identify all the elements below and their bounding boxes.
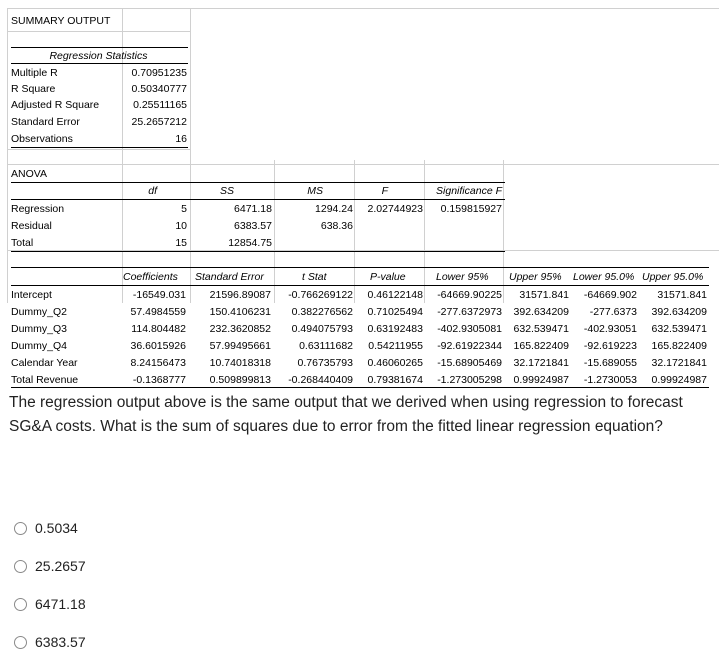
stat-value: 0.50340777 [131, 83, 187, 95]
radio-button[interactable] [14, 560, 27, 573]
coef-cell: 0.63192483 [367, 323, 423, 335]
radio-button[interactable] [14, 522, 27, 535]
coef-row-label: Total Revenue [11, 374, 79, 386]
coef-cell: -92.61922344 [437, 340, 502, 352]
option-label: 0.5034 [35, 520, 78, 536]
coef-cell: 632.539471 [651, 323, 707, 335]
anova-ss: 6383.57 [234, 220, 272, 232]
anova-header-ms: MS [307, 185, 323, 197]
coef-header: Lower 95.0% [573, 271, 635, 283]
coef-cell: -64669.90225 [437, 289, 502, 301]
coef-cell: 10.74018318 [209, 357, 271, 369]
coef-cell: 57.99495661 [209, 340, 271, 352]
anova-significance: 0.159815927 [440, 203, 502, 215]
stat-label: Standard Error [11, 116, 80, 128]
anova-header-ss: SS [219, 185, 234, 197]
coef-header: Upper 95% [509, 271, 562, 283]
option-label: 6471.18 [35, 596, 86, 612]
coef-cell: -402.93051 [583, 323, 637, 335]
coef-row-label: Dummy_Q3 [11, 323, 68, 335]
coef-cell: -0.1368777 [132, 374, 186, 386]
coef-cell: 21596.89087 [209, 289, 271, 301]
coef-row-label: Dummy_Q2 [11, 306, 68, 318]
anova-row-label: Total [11, 237, 34, 249]
coef-header: Coefficients [123, 271, 178, 283]
coef-cell: 0.63111682 [299, 340, 353, 352]
anova-ms: 1294.24 [315, 203, 353, 215]
coef-cell: -277.6373 [589, 306, 637, 318]
coef-cell: 632.539471 [513, 323, 569, 335]
coef-cell: -277.6372973 [437, 306, 502, 318]
coef-cell: 0.71025494 [367, 306, 423, 318]
summary-title: SUMMARY OUTPUT [11, 15, 111, 27]
stat-value: 0.70951235 [131, 67, 187, 79]
coef-cell: 150.4106231 [209, 306, 271, 318]
anova-header-significance: Significance F [436, 185, 502, 197]
regression-statistics-header: Regression Statistics [49, 50, 148, 62]
anova-header-f: F [381, 185, 388, 197]
stat-label: Observations [11, 133, 73, 145]
coef-header: Standard Error [195, 271, 264, 283]
coef-cell: 0.99924987 [513, 374, 569, 386]
option-1[interactable] [14, 556, 86, 576]
stat-label: Adjusted R Square [11, 99, 100, 111]
coef-header: Lower 95% [436, 271, 489, 283]
coef-cell: -92.619223 [583, 340, 637, 352]
coef-cell: 8.24156473 [130, 357, 186, 369]
stat-value: 25.2657212 [131, 116, 187, 128]
coef-cell: 31571.841 [657, 289, 707, 301]
coef-cell: 31571.841 [519, 289, 569, 301]
coef-cell: -16549.031 [132, 289, 186, 301]
coef-cell: 32.1721841 [513, 357, 569, 369]
coef-cell: 57.4984559 [130, 306, 186, 318]
coef-cell: 0.76735793 [297, 357, 353, 369]
coef-cell: 0.382276562 [291, 306, 353, 318]
radio-button[interactable] [14, 636, 27, 649]
option-3[interactable] [14, 632, 86, 652]
coef-header: t Stat [302, 271, 327, 283]
coef-cell: 0.46122148 [367, 289, 423, 301]
coef-cell: 36.6015926 [130, 340, 186, 352]
coef-cell: -0.766269122 [288, 289, 353, 301]
coef-cell: 392.634209 [513, 306, 569, 318]
option-2[interactable] [14, 594, 86, 614]
coef-cell: 114.804482 [131, 323, 186, 335]
coef-cell: -1.2730053 [583, 374, 637, 386]
coef-cell: -1.273005298 [437, 374, 502, 386]
coef-row-label: Calendar Year [11, 357, 78, 369]
coef-cell: 0.509899813 [209, 374, 271, 386]
coef-cell: 165.822409 [513, 340, 569, 352]
coef-cell: 0.54211955 [368, 340, 423, 352]
stat-label: Multiple R [11, 67, 58, 79]
anova-ms: 638.36 [320, 220, 353, 232]
anova-header-df: df [148, 185, 157, 197]
stat-label: R Square [11, 83, 56, 95]
coef-cell: 0.79381674 [367, 374, 423, 386]
anova-title: ANOVA [11, 168, 47, 180]
coef-cell: -15.68905469 [437, 357, 502, 369]
coef-cell: 0.46060265 [367, 357, 423, 369]
option-label: 25.2657 [35, 558, 86, 574]
anova-f: 2.02744923 [367, 203, 423, 215]
anova-row-label: Residual [11, 220, 52, 232]
option-0[interactable] [14, 518, 78, 538]
coef-cell: -402.9305081 [437, 323, 502, 335]
anova-ss: 6471.18 [234, 203, 272, 215]
coef-row-label: Dummy_Q4 [11, 340, 68, 352]
coef-header: Upper 95.0% [642, 271, 704, 283]
anova-row-label: Regression [11, 203, 65, 215]
coef-row-label: Intercept [11, 289, 52, 301]
anova-df: 5 [181, 203, 187, 215]
coef-cell: -0.268440409 [288, 374, 353, 386]
anova-df: 10 [175, 220, 187, 232]
stat-value: 16 [175, 133, 187, 145]
coef-cell: -15.689055 [583, 357, 637, 369]
radio-button[interactable] [14, 598, 27, 611]
stat-value: 0.25511165 [133, 99, 187, 111]
coef-cell: 232.3620852 [209, 323, 271, 335]
coef-cell: 165.822409 [651, 340, 707, 352]
option-label: 6383.57 [35, 634, 86, 650]
coef-cell: 392.634209 [651, 306, 707, 318]
coef-cell: 32.1721841 [651, 357, 707, 369]
coef-cell: 0.99924987 [651, 374, 707, 386]
coef-cell: -64669.902 [583, 289, 637, 301]
anova-df: 15 [175, 237, 187, 249]
coef-header: P-value [370, 271, 406, 283]
coef-cell: 0.494075793 [291, 323, 353, 335]
question-text: The regression output above is the same output that we derived when using regression to forecast SG&A costs. What is the sum of squares due to error from the fitted linear regression equation? [9, 394, 683, 435]
anova-ss: 12854.75 [228, 237, 272, 249]
